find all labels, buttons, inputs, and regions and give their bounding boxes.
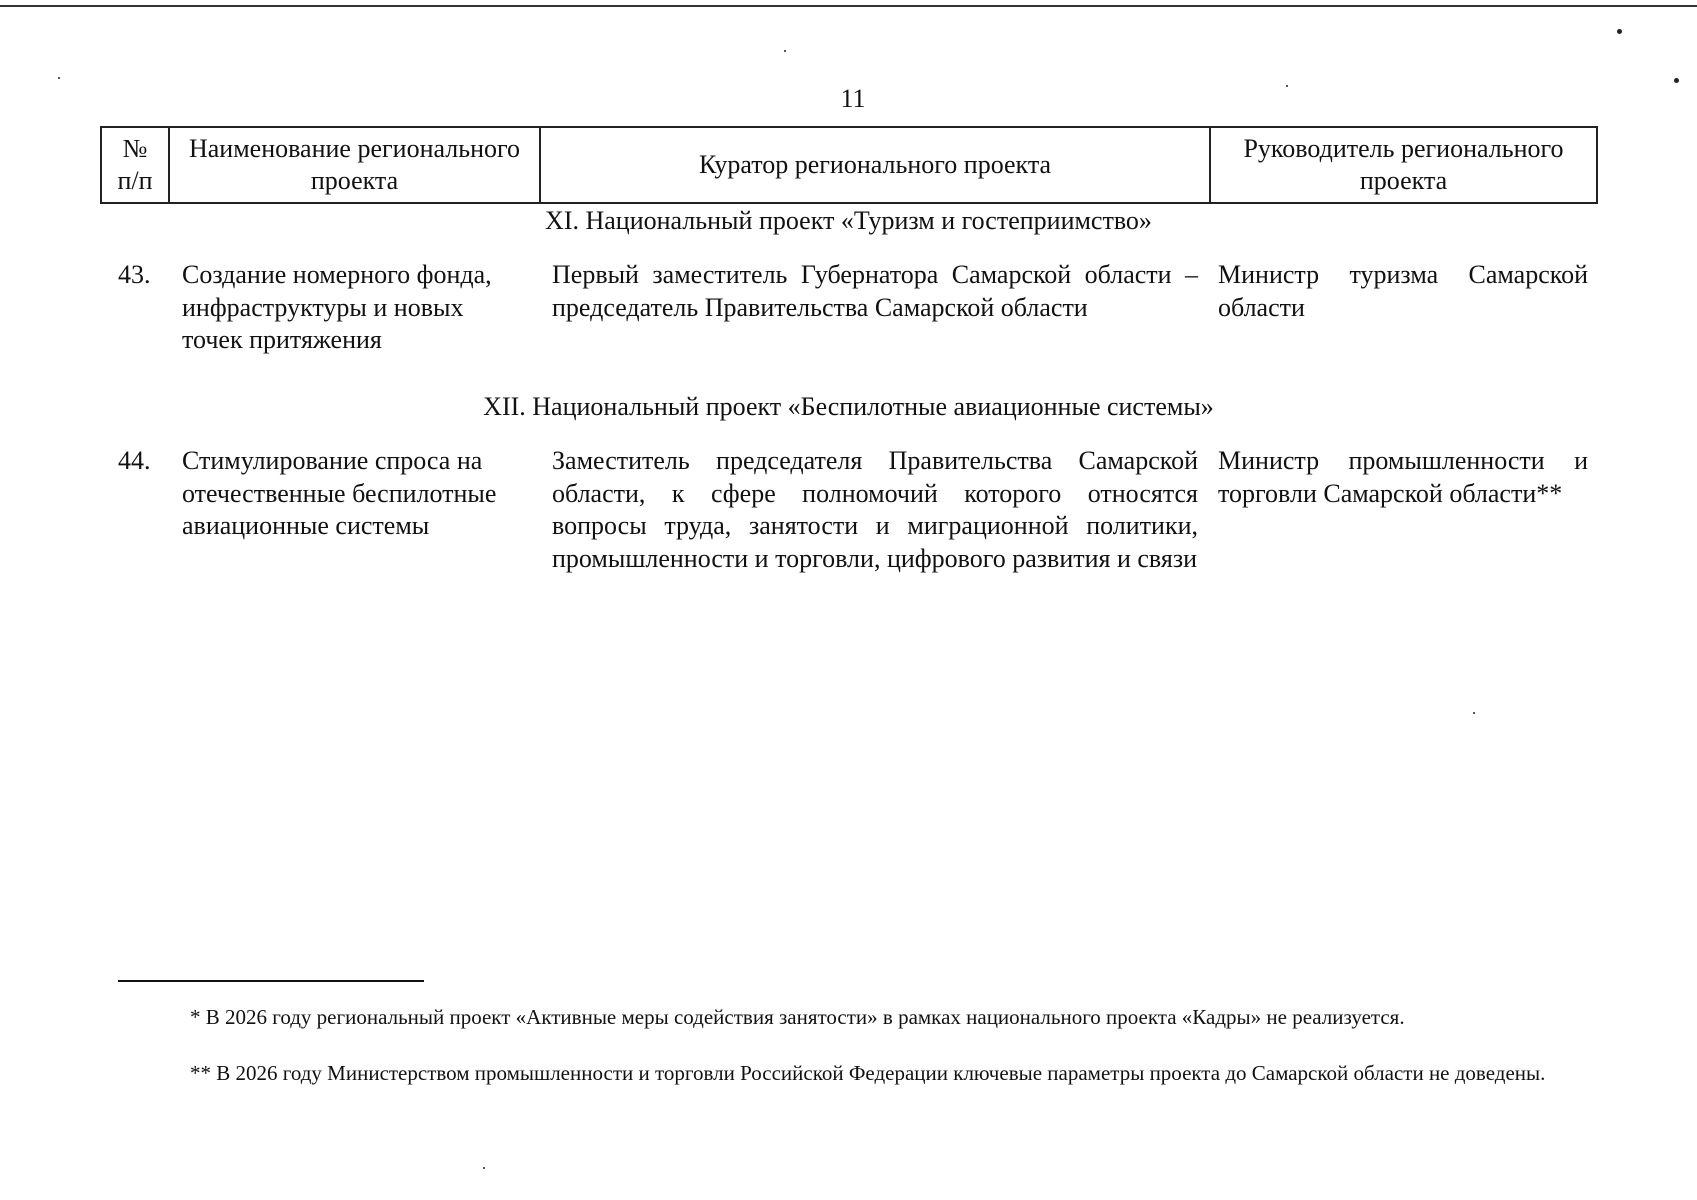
scan-speck — [784, 50, 786, 52]
row-head: Министр промышленности и торговли Самарской области** — [1218, 446, 1588, 508]
scan-speck — [58, 77, 60, 79]
header-cell-curator: Куратор регионального проекта — [540, 127, 1210, 203]
footnote-separator — [118, 980, 424, 982]
footnote-1: * В 2026 году региональный проект «Активные меры содействия занятости» в рамках национального проекта «Кадры» не реализуется. — [190, 1005, 1405, 1029]
header-cell-head: Руководитель регионального проекта — [1210, 127, 1597, 203]
row-number: 43. — [118, 260, 151, 289]
scan-speck — [1473, 712, 1475, 714]
table-header — [100, 126, 1598, 204]
table-row — [0, 445, 1697, 615]
table-header-row — [101, 127, 1597, 203]
page-number: 11 — [840, 84, 866, 113]
row-head: Министр туризма Самарской области — [1218, 260, 1588, 322]
section-heading-drones: XII. Национальный проект «Беспилотные авиационные системы» — [483, 392, 1214, 421]
row-project-name: Создание номерного фонда, инфраструктуры и новых точек притяжения — [182, 260, 492, 354]
table-row — [0, 259, 1697, 359]
header-cell-number: № п/п — [101, 127, 169, 203]
header-cell-name: Наименование регионального проекта — [169, 127, 540, 203]
scan-speck — [1286, 85, 1288, 87]
top-border-line — [0, 5, 1697, 7]
row-number: 44. — [118, 446, 151, 475]
scan-speck — [483, 1167, 485, 1169]
row-curator: Первый заместитель Губернатора Самарской области – председатель Правительства Самарской области — [552, 260, 1198, 322]
row-curator: Заместитель председателя Правительства Самарской области, к сфере полномочий которого относятся вопросы труда, занятости и миграционной политики, промышленности и торговли, цифрового развития и связи — [552, 446, 1198, 573]
footnote-2: ** В 2026 году Министерством промышленности и торговли Российской Федерации ключевые параметры проекта до Самарской области не доведены. — [190, 1061, 1546, 1085]
scan-speck — [1674, 78, 1679, 83]
scan-speck — [1617, 29, 1622, 34]
row-project-name: Стимулирование спроса на отечественные беспилотные авиационные системы — [182, 446, 497, 540]
section-heading-tourism: XI. Национальный проект «Туризм и гостеприимство» — [545, 206, 1152, 235]
